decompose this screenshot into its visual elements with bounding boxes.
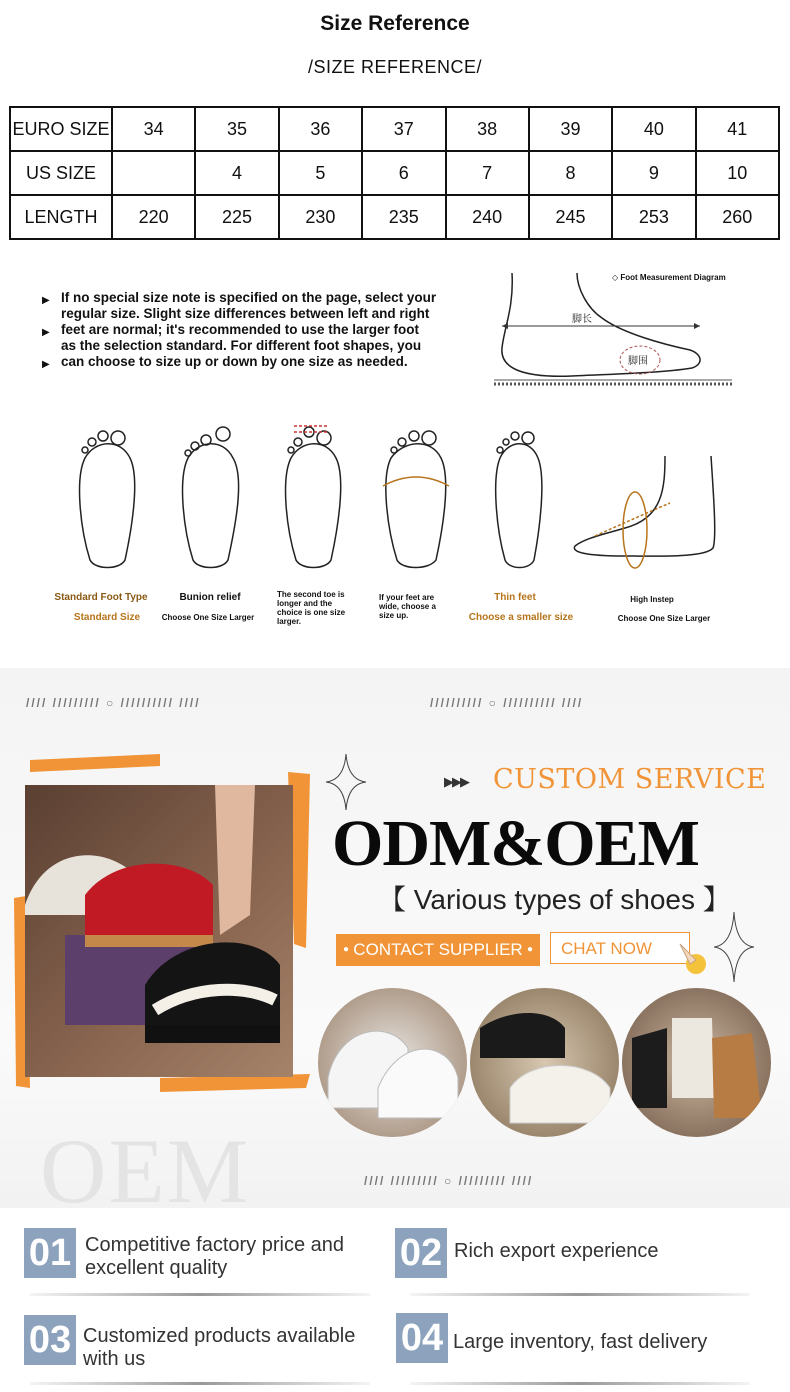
chat-now-button[interactable] (550, 932, 690, 964)
triple-arrow-icon: ▶▶▶ (444, 774, 468, 789)
table-cell: 35 (195, 107, 278, 151)
row-header: EURO SIZE (10, 107, 112, 151)
odm-oem-headline: ODM&OEM (332, 807, 699, 880)
white-sneaker-illustration (318, 988, 467, 1137)
sparkle-icon (326, 754, 366, 810)
feature-text (453, 1331, 783, 1354)
table-cell: 235 (362, 195, 445, 239)
decorative-dashes: //// ///////// ○ ///////// //// (364, 1174, 534, 1188)
foot-type-name: Thin feet (494, 592, 536, 603)
shoe-types-subline: 【 Various types of shoes 】 (378, 884, 731, 915)
foot-type-advice: Choose a smaller size (468, 612, 574, 623)
high-instep-foot-icon (574, 456, 714, 568)
foot-type-name: Standard Foot Type (54, 592, 148, 603)
feature-text (83, 1325, 383, 1371)
divider (410, 1293, 750, 1296)
divider (30, 1293, 370, 1296)
product-circle-sandals (470, 988, 619, 1137)
length-label: 脚长 (572, 314, 592, 325)
table-cell: 41 (696, 107, 779, 151)
foot-type-name: The second toe is longer and the choice is one size larger. (277, 590, 346, 626)
table-row (10, 195, 779, 239)
custom-service-heading: CUSTOM SERVICE (493, 764, 767, 795)
table-cell: 230 (279, 195, 362, 239)
feature-text-line: excellent quality (85, 1257, 228, 1279)
foot-type-outlines (60, 418, 730, 578)
sparkle-icon (714, 912, 754, 982)
foot-type-name: Bunion relief (179, 592, 241, 603)
standard-foot-icon (80, 431, 135, 568)
diagram-label: ◇ Foot Measurement Diagram (612, 273, 726, 282)
table-cell: 225 (195, 195, 278, 239)
foot-type-name: If your feet are wide, choose a size up. (379, 593, 436, 620)
table-cell (112, 151, 195, 195)
feature-text-line: Competitive factory price and (85, 1234, 345, 1256)
contact-supplier-label: CONTACT SUPPLIER (353, 940, 523, 959)
bullet-arrow-icon: ▶ (42, 295, 50, 306)
table-cell: 253 (612, 195, 695, 239)
row-header: LENGTH (10, 195, 112, 239)
table-cell: 36 (279, 107, 362, 151)
bunion-foot-icon (183, 427, 239, 568)
sandal-illustration (470, 988, 619, 1137)
table-cell: 6 (362, 151, 445, 195)
boot-illustration (622, 988, 771, 1137)
table-cell: 37 (362, 107, 445, 151)
product-circle-white-sneakers (318, 988, 467, 1137)
table-cell: 245 (529, 195, 612, 239)
decorative-dashes: ////////// ○ ////////// //// (430, 696, 584, 710)
size-notes (42, 290, 472, 370)
feature-text-line: Large inventory, fast delivery (453, 1331, 708, 1353)
feature-number: 04 (396, 1313, 448, 1363)
size-table (9, 106, 780, 240)
row-header: US SIZE (10, 151, 112, 195)
foot-type-advice: Choose One Size Larger (161, 613, 255, 622)
table-cell: 260 (696, 195, 779, 239)
thin-foot-icon (496, 432, 542, 568)
table-cell: 4 (195, 151, 278, 195)
note-line: as the selection standard. For different foot shapes, you (61, 338, 422, 353)
girth-label: 脚围 (628, 356, 648, 367)
table-cell: 34 (112, 107, 195, 151)
feature-text-line: with us (83, 1348, 146, 1370)
sneakers-illustration (25, 785, 293, 1077)
second-toe-foot-icon (286, 426, 341, 568)
diagram-label-text: Foot Measurement Diagram (620, 273, 726, 282)
table-cell: 39 (529, 107, 612, 151)
table-cell: 7 (446, 151, 529, 195)
page-title: Size Reference (320, 12, 470, 35)
foot-type-advice: Choose One Size Larger (617, 614, 711, 623)
feature-number: 01 (24, 1228, 76, 1278)
foot-type-advice: Standard Size (73, 612, 141, 623)
table-cell: 9 (612, 151, 695, 195)
table-cell: 10 (696, 151, 779, 195)
bullet-arrow-icon: ▶ (42, 327, 50, 338)
dot-icon: ● (526, 944, 533, 955)
feature-text (454, 1240, 774, 1263)
custom-service-banner (0, 668, 790, 1208)
wide-foot-icon (383, 431, 449, 568)
divider (410, 1382, 750, 1385)
decorative-dashes: //// ///////// ○ ////////// //// (26, 696, 201, 710)
divider (30, 1382, 370, 1385)
foot-type-name: High Instep (630, 595, 674, 604)
contact-supplier-button[interactable] (336, 934, 540, 966)
note-line: If no special size note is specified on the page, select your (61, 290, 437, 305)
feature-text-line: Rich export experience (454, 1240, 659, 1262)
table-cell: 240 (446, 195, 529, 239)
note-line: can choose to size up or down by one size as needed. (61, 354, 408, 369)
table-row (10, 107, 779, 151)
feature-text-line: Customized products available (83, 1325, 356, 1347)
table-row (10, 151, 779, 195)
ghost-watermark: OEM (40, 1120, 251, 1208)
product-circle-boots (622, 988, 771, 1137)
feature-number: 03 (24, 1315, 76, 1365)
table-cell: 5 (279, 151, 362, 195)
note-line: feet are normal; it's recommended to use the larger foot (61, 322, 420, 337)
table-cell: 38 (446, 107, 529, 151)
table-cell: 40 (612, 107, 695, 151)
table-cell: 8 (529, 151, 612, 195)
feature-number: 02 (395, 1228, 447, 1278)
chat-now-label: CHAT NOW (561, 939, 652, 958)
table-cell: 220 (112, 195, 195, 239)
dot-icon: ● (343, 944, 350, 955)
hand-pointer-icon (674, 938, 714, 978)
page-subtitle: /SIZE REFERENCE/ (307, 57, 483, 77)
feature-text (85, 1234, 385, 1280)
note-line: regular size. Slight size differences between left and right (61, 306, 430, 321)
product-photo (25, 785, 293, 1077)
foot-measurement-diagram (492, 268, 737, 393)
bullet-arrow-icon: ▶ (42, 359, 50, 370)
